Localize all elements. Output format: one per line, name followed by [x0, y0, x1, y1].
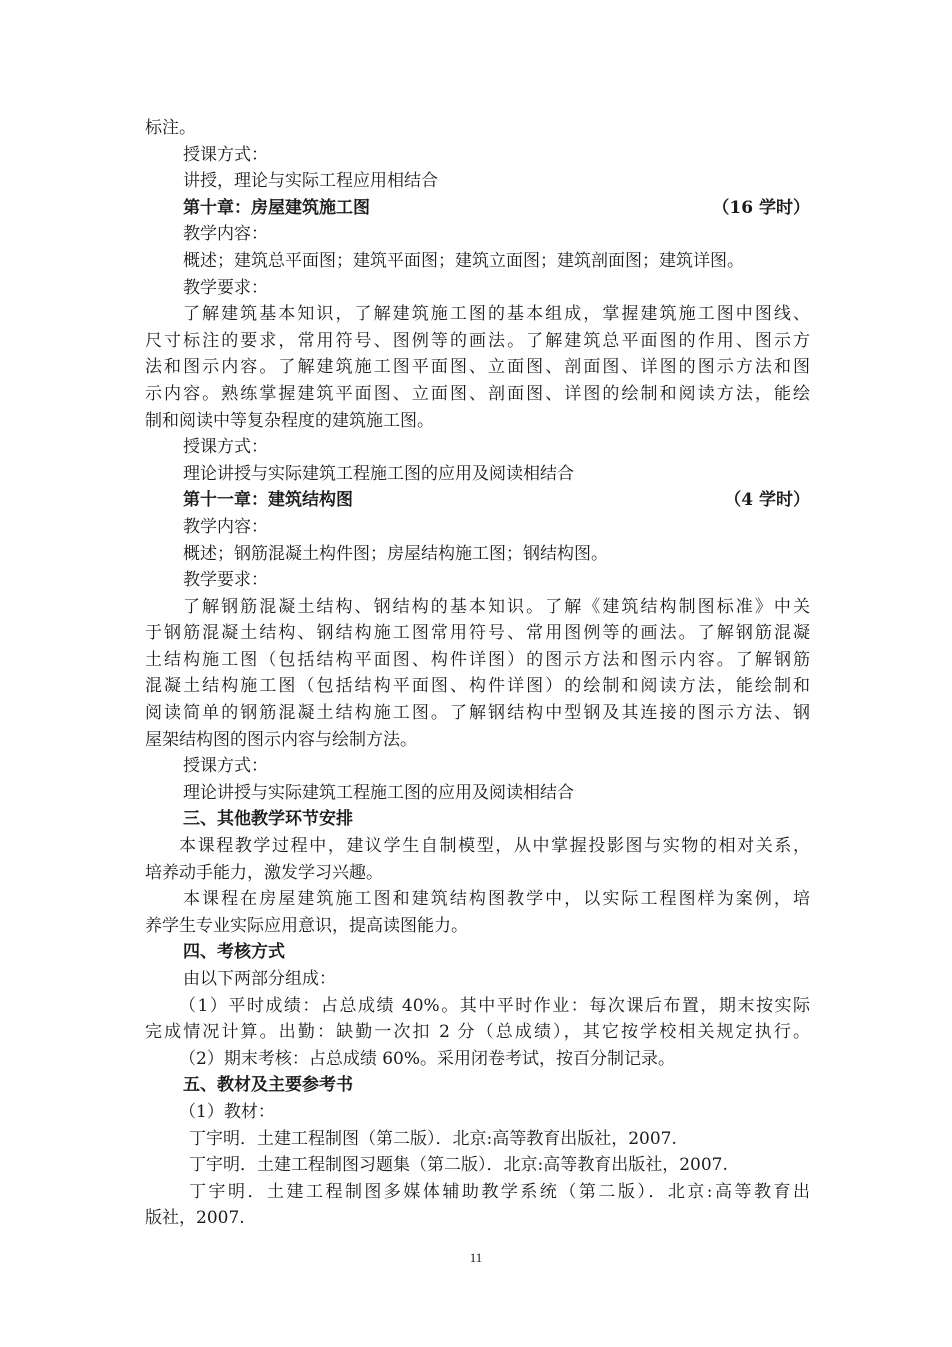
chapter-10-heading: [145, 195, 810, 222]
label-textbooks: （1）教材：: [179, 1101, 275, 1122]
paragraph-line: 概述；钢筋混凝土构件图；房屋结构施工图；钢结构图。: [183, 543, 608, 564]
paragraph-line: 制和阅读中等复杂程度的建筑施工图。: [145, 410, 434, 431]
page-number: 11: [469, 1250, 483, 1265]
page-body: [145, 115, 810, 1232]
paragraph-line: 土结构施工图（包括结构平面图、构件详图）的图示方法和图示内容。了解钢筋: [145, 649, 810, 670]
label-teaching-content: 教学内容：: [183, 516, 268, 537]
paragraph-line: 理论讲授与实际建筑工程施工图的应用及阅读相结合: [183, 782, 574, 803]
paragraph-line: 理论讲授与实际建筑工程施工图的应用及阅读相结合: [183, 463, 574, 484]
paragraph-line: 阅读简单的钢筋混凝土结构施工图。了解钢结构中型钢及其连接的图示方法、钢: [145, 703, 810, 724]
paragraph-line: 于钢筋混凝土结构、钢结构施工图常用符号、常用图例等的画法。了解钢筋混凝: [145, 623, 810, 644]
chapter-11-hours: （4 学时）: [724, 490, 810, 511]
chapter-11-title: 第十一章：建筑结构图: [183, 490, 353, 511]
label-teaching-method: 授课方式：: [183, 756, 268, 777]
reference-item-continued: 版社，2007.: [145, 1208, 245, 1229]
paragraph-line: 尺寸标注的要求，常用符号、图例等的画法。了解建筑总平面图的作用、图示方: [145, 330, 810, 351]
paragraph-line: 混凝土结构施工图（包括结构平面图、构件详图）的绘制和阅读方法，能绘制和: [145, 676, 810, 697]
reference-item: 丁宇明．土建工程制图（第二版）．北京:高等教育出版社，2007.: [189, 1128, 677, 1149]
label-teaching-content: 教学内容：: [183, 224, 268, 245]
paragraph-line: 讲授，理论与实际工程应用相结合: [183, 171, 438, 192]
paragraph-line: 概述；建筑总平面图；建筑平面图；建筑立面图；建筑剖面图；建筑详图。: [183, 250, 744, 271]
label-teaching-method: 授课方式：: [183, 437, 268, 458]
paragraph-line: 养学生专业实际应用意识，提高读图能力。: [145, 915, 468, 936]
paragraph-line: 屋架结构图的图示内容与绘制方法。: [145, 729, 417, 750]
paragraph-line: （1）平时成绩：占总成绩 40%。其中平时作业：每次课后布置，期末按实际: [179, 995, 810, 1016]
paragraph-line: 标注。: [145, 118, 196, 138]
label-teaching-requirements: 教学要求：: [183, 570, 268, 591]
section-5-heading: 五、教材及主要参考书: [183, 1075, 353, 1096]
section-4-heading: 四、考核方式: [183, 942, 285, 963]
paragraph-line: 法和图示内容。了解建筑施工图平面图、立面图、剖面图、详图的图示方法和图: [145, 357, 810, 378]
paragraph-line: 由以下两部分组成：: [183, 969, 336, 989]
paragraph-line: 本课程教学过程中，建议学生自制模型，从中掌握投影图与实物的相对关系，: [179, 836, 810, 857]
section-3-heading: 三、其他教学环节安排: [183, 809, 353, 830]
paragraph-line: 示内容。熟练掌握建筑平面图、立面图、剖面图、详图的绘制和阅读方法，能绘: [145, 383, 810, 404]
reference-item: 丁宇明．土建工程制图习题集（第二版）．北京:高等教育出版社，2007.: [189, 1155, 728, 1176]
reference-item: 丁宇明．土建工程制图多媒体辅助教学系统（第二版）．北京:高等教育出: [189, 1181, 810, 1202]
paragraph-line: 完成情况计算。出勤：缺勤一次扣 2 分（总成绩），其它按学校相关规定执行。: [145, 1022, 810, 1043]
label-teaching-requirements: 教学要求：: [183, 277, 268, 298]
label-teaching-method: 授课方式：: [183, 144, 268, 165]
paragraph-line: （2）期末考核：占总成绩 60%。采用闭卷考试，按百分制记录。: [179, 1048, 676, 1069]
chapter-10-hours: （16 学时）: [712, 197, 810, 218]
paragraph-line: 了解钢筋混凝土结构、钢结构的基本知识。了解《建筑结构制图标准》中关: [183, 596, 810, 617]
chapter-10-title: 第十章：房屋建筑施工图: [183, 197, 370, 218]
paragraph-line: 培养动手能力，激发学习兴趣。: [145, 862, 383, 883]
paragraph-line: 了解建筑基本知识，了解建筑施工图的基本组成，掌握建筑施工图中图线、: [183, 304, 810, 325]
chapter-11-heading: [145, 487, 810, 514]
paragraph-line: 本课程在房屋建筑施工图和建筑结构图教学中，以实际工程图样为案例，培: [183, 889, 810, 910]
